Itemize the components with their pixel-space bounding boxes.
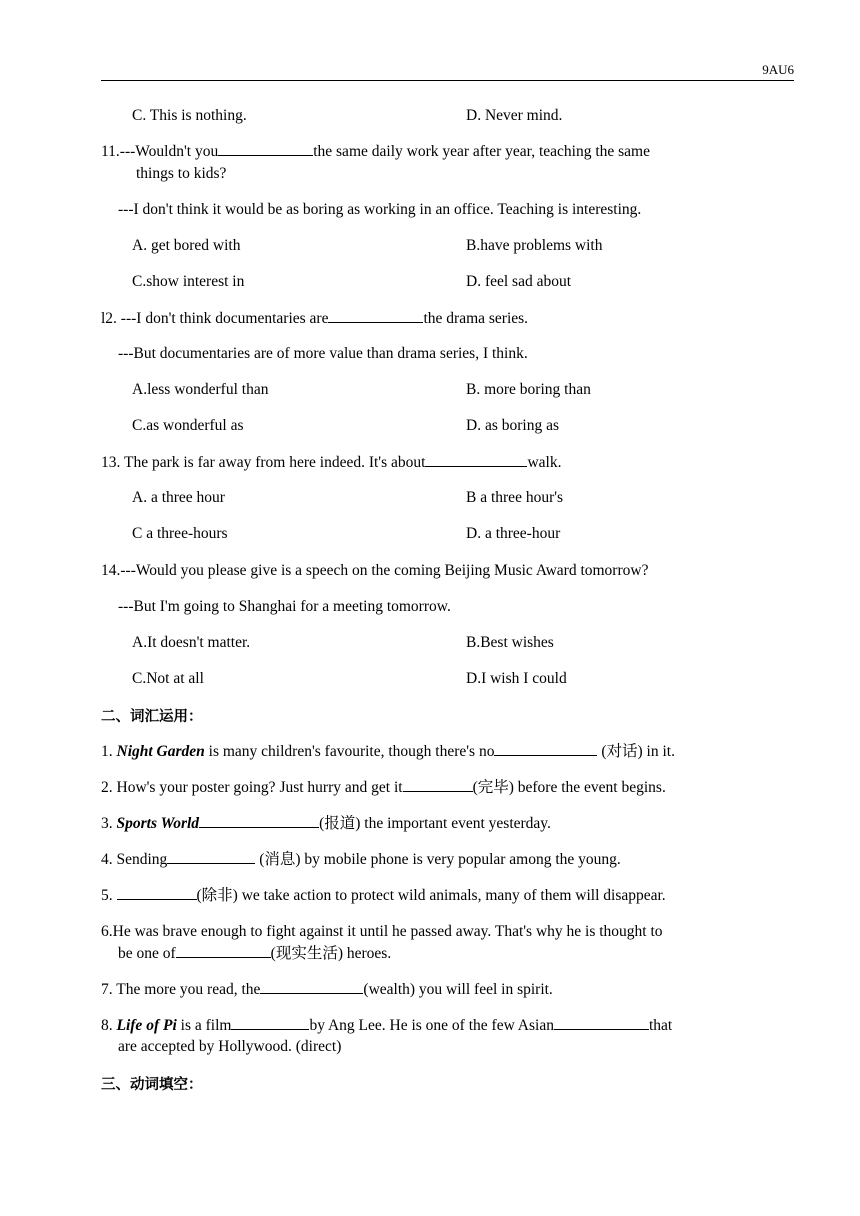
vocab-item-7: [101, 979, 553, 1000]
section-2-title: 二、词汇运用：: [101, 709, 203, 725]
program-title: Sports World: [116, 815, 200, 832]
option-b: B a three hour's: [466, 489, 564, 506]
vocab-item-3: [101, 813, 551, 834]
item-text: is a film: [176, 1017, 232, 1034]
answer-blank[interactable]: [403, 777, 473, 792]
question-text: things to kids?: [136, 165, 227, 182]
option-b: B.Best wishes: [466, 634, 554, 651]
item-text: 2. How's your poster going? Just hurry and get it: [101, 779, 403, 796]
option-a: A. a three hour: [132, 489, 225, 506]
item-text: (现实生活) heroes.: [270, 945, 392, 962]
item-text: (完毕) before the event begins.: [472, 779, 666, 796]
answer-blank[interactable]: [117, 885, 197, 900]
answer-blank[interactable]: [494, 741, 597, 756]
question-reply: ---I don't think it would be as boring as working in an office. Teaching is interesting.: [118, 201, 642, 218]
item-text: (除非) we take action to protect wild animals, many of them will disappear.: [196, 887, 666, 904]
vocab-item-6-cont: [118, 943, 391, 964]
option-d: D. feel sad about: [466, 273, 572, 290]
item-text: (对话) in it.: [597, 743, 675, 760]
item-text: 4. Sending: [101, 851, 168, 868]
question-text: l2. ---I don't think documentaries are: [101, 310, 329, 327]
option-d: D. a three-hour: [466, 525, 561, 542]
item-number: 3.: [101, 815, 117, 832]
vocab-item-6: 6.He was brave enough to fight against it until he passed away. That's why he is thought to: [101, 923, 663, 940]
vocab-item-8: [101, 1015, 741, 1037]
answer-blank[interactable]: [199, 813, 319, 828]
item-text: by Ang Lee. He is one of the few Asian: [309, 1017, 554, 1034]
answer-blank[interactable]: [167, 849, 255, 864]
option-b: B.have problems with: [466, 237, 603, 254]
program-title: Life of Pi: [116, 1017, 177, 1034]
section-3-title: 三、动词填空：: [101, 1077, 203, 1093]
answer-blank[interactable]: [425, 452, 527, 467]
option-d: D.I wish I could: [466, 670, 567, 687]
option-c: C.as wonderful as: [132, 417, 244, 434]
question-11: [101, 141, 741, 163]
vocab-item-8-cont: are accepted by Hollywood. (direct): [118, 1038, 342, 1055]
option-c: C.show interest in: [132, 273, 245, 290]
option-d: D. as boring as: [466, 417, 559, 434]
answer-blank[interactable]: [176, 943, 271, 958]
question-text: 13. The park is far away from here indeed. It's about: [101, 454, 426, 471]
question-13: [101, 452, 561, 473]
item-text: be one of: [118, 945, 176, 962]
program-title: Night Garden: [116, 743, 205, 760]
question-text: 11.---Wouldn't you: [101, 143, 219, 160]
answer-blank[interactable]: [328, 308, 423, 323]
item-text: 5.: [101, 887, 117, 904]
header-rule: [101, 80, 794, 81]
question-12: [101, 308, 528, 329]
item-text: (报道) the important event yesterday.: [319, 815, 551, 832]
question-14: 14.---Would you please give is a speech on the coming Beijing Music Award tomorrow?: [101, 562, 649, 579]
answer-blank[interactable]: [260, 979, 363, 994]
answer-blank[interactable]: [554, 1015, 649, 1030]
option-c: C.Not at all: [132, 670, 204, 687]
item-text: 7. The more you read, the: [101, 981, 261, 998]
vocab-item-5: [101, 885, 666, 906]
option-c: C. This is nothing.: [132, 107, 247, 124]
vocab-item-1: [101, 741, 675, 762]
answer-blank[interactable]: [218, 141, 313, 156]
vocab-item-4: [101, 849, 621, 870]
item-number: 1.: [101, 743, 117, 760]
question-text: the drama series.: [423, 310, 529, 327]
question-reply: ---But documentaries are of more value than drama series, I think.: [118, 345, 528, 362]
option-c: C a three-hours: [132, 525, 228, 542]
option-a: A. get bored with: [132, 237, 241, 254]
item-text: (消息) by mobile phone is very popular among the young.: [255, 851, 621, 868]
item-text: (wealth) you will feel in spirit.: [363, 981, 553, 998]
question-text: walk.: [527, 454, 562, 471]
item-number: 8.: [101, 1017, 117, 1034]
option-a: A.less wonderful than: [132, 381, 269, 398]
item-text: is many children's favourite, though there's no: [204, 743, 495, 760]
option-a: A.It doesn't matter.: [132, 634, 251, 651]
question-text: the same daily work year after year, teaching the same: [313, 143, 650, 160]
vocab-item-2: [101, 777, 666, 798]
option-d: D. Never mind.: [466, 107, 563, 124]
answer-blank[interactable]: [231, 1015, 309, 1030]
item-text: that: [648, 1017, 673, 1034]
option-b: B. more boring than: [466, 381, 591, 398]
question-reply: ---But I'm going to Shanghai for a meeting tomorrow.: [118, 598, 451, 615]
header-code: 9AU6: [762, 62, 794, 77]
